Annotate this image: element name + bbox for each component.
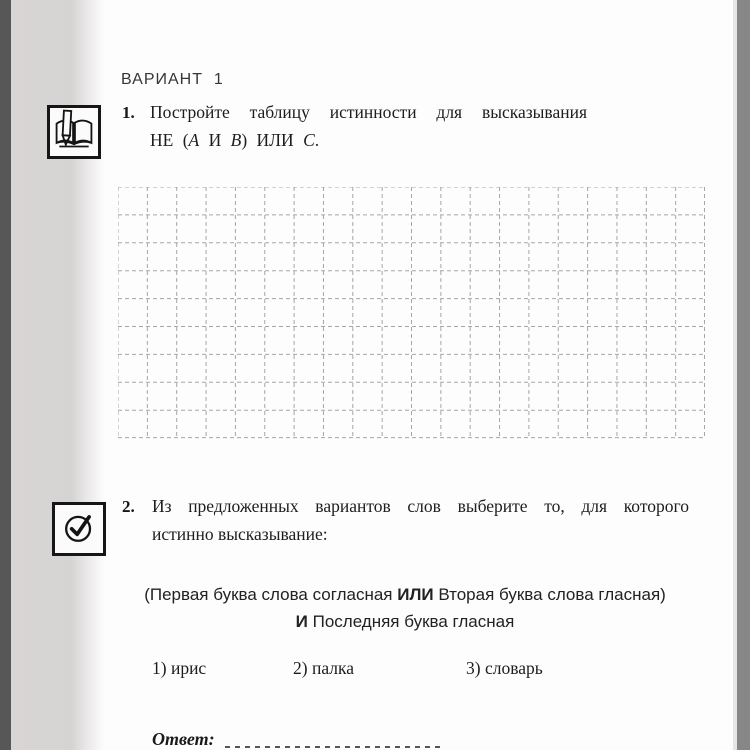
task1-marker-box bbox=[47, 105, 101, 159]
option-1: 1) ирис bbox=[152, 658, 207, 678]
answer-options bbox=[152, 658, 622, 682]
logic-statement bbox=[118, 581, 692, 635]
statement-or-operator: ИЛИ bbox=[397, 585, 434, 604]
formula-and: И bbox=[199, 130, 231, 150]
logic-statement-line1 bbox=[118, 581, 692, 608]
formula-text: НЕ ( bbox=[150, 130, 189, 150]
check-circle-icon bbox=[57, 505, 101, 554]
answer-blank-line bbox=[225, 746, 441, 748]
statement-text: Последняя буква гласная bbox=[307, 612, 515, 631]
book-pencil-icon bbox=[52, 108, 96, 157]
task1-formula bbox=[150, 130, 319, 151]
formula-period: . bbox=[314, 130, 320, 150]
logic-statement-line2 bbox=[118, 608, 692, 635]
left-scan-bar bbox=[0, 0, 11, 750]
statement-and-operator: И bbox=[295, 612, 308, 631]
answer-label: Ответ: bbox=[152, 729, 215, 749]
task2-marker-box bbox=[52, 502, 106, 556]
right-scan-bar bbox=[737, 0, 750, 750]
formula-var-b: В bbox=[230, 130, 242, 150]
task1-prompt-line1: Постройте таблицу истинности для высказывания bbox=[150, 102, 587, 122]
statement-text: Вторая буква слова гласная) bbox=[433, 585, 666, 604]
option-3: 3) словарь bbox=[466, 658, 543, 678]
task2-prompt-line2: истинно высказывание: bbox=[152, 524, 328, 544]
task1-number: 1. bbox=[122, 103, 135, 122]
task2-number: 2. bbox=[122, 497, 135, 516]
formula-var-a: А bbox=[188, 130, 200, 150]
formula-var-c: С bbox=[303, 130, 315, 150]
option-2: 2) палка bbox=[293, 658, 354, 678]
task2-prompt-line1: Из предложенных вариантов слов выберите то, для которого bbox=[152, 496, 689, 516]
variant-heading: ВАРИАНТ 1 bbox=[121, 71, 224, 88]
statement-text: (Первая буква слова согласная bbox=[144, 585, 398, 604]
formula-or: ) ИЛИ bbox=[241, 130, 304, 150]
working-area-grid bbox=[118, 187, 706, 444]
